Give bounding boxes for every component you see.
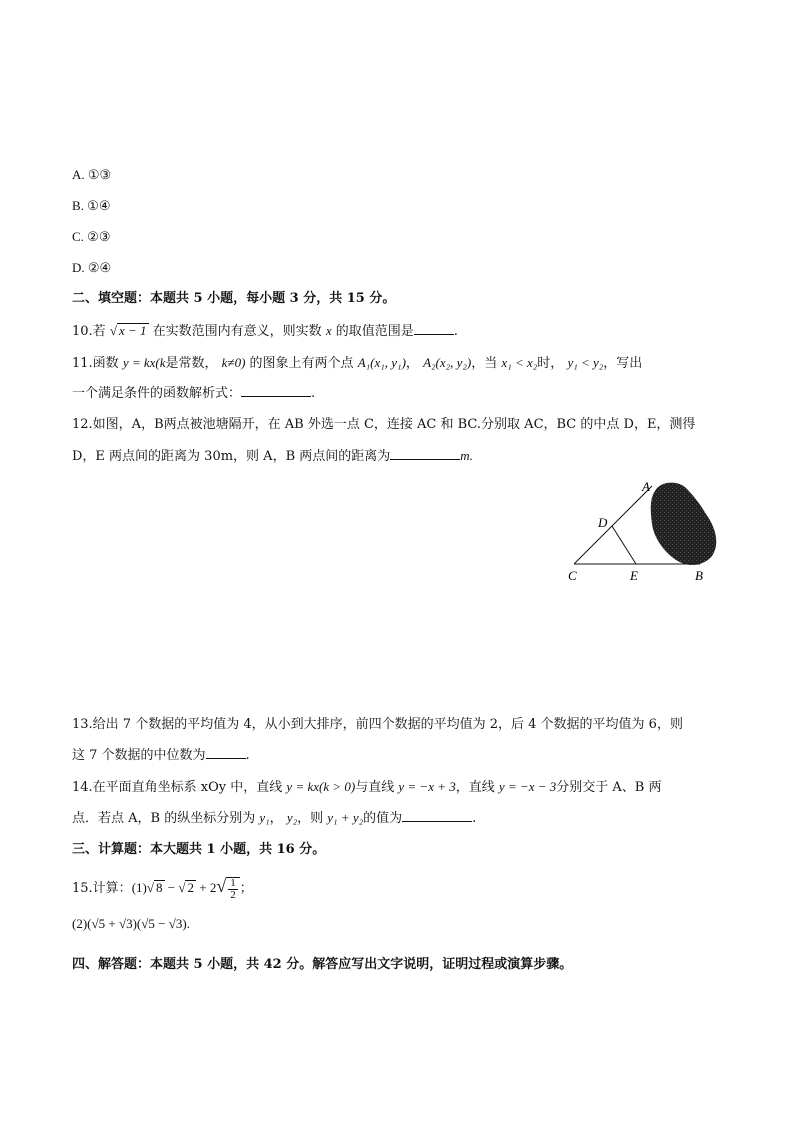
q14-sum: y₁ + y₂ bbox=[327, 810, 364, 825]
q11-point-a1: A₁(x₁, y₁) bbox=[357, 355, 406, 370]
question-12-line-1: 12.如图，A，B两点被池塘隔开，在 AB 外选一点 C，连接 AC 和 BC.分别取 AC，BC 的中点 D，E，测得 bbox=[72, 417, 696, 432]
question-12-line-2 bbox=[72, 446, 473, 467]
q12-unit: m. bbox=[460, 448, 473, 463]
q15-radicand-8: 8 bbox=[156, 880, 163, 895]
segment-ca bbox=[574, 486, 652, 564]
q15-minus: − bbox=[164, 880, 179, 895]
option-a: A. ①③ bbox=[72, 167, 112, 182]
q11-text-3: ，当 bbox=[471, 356, 498, 371]
q10-prefix: 10.若 bbox=[72, 324, 106, 339]
question-13-line-1: 13.给出 7 个数据的平均值为 4，从小到大排序，前四个数据的平均值为 2，后 4 个数据的平均值为 6，则 bbox=[72, 717, 683, 732]
q14-text-7: 的值为 bbox=[363, 811, 403, 826]
q11-inequality-x: x₁ < x₂ bbox=[501, 355, 538, 370]
q10-text-end: 的取值范围是 bbox=[335, 324, 414, 339]
q15-radicand-2: 2 bbox=[187, 880, 194, 895]
q15-denominator: 2 bbox=[230, 888, 236, 901]
q11-text-2: 的图象上有两个点 bbox=[249, 356, 354, 371]
q15-part-1-label: (1) bbox=[131, 880, 147, 895]
question-10: 10.若 √ x − 1 在实数范围内有意义，则实数 x 的取值范围是 . bbox=[72, 323, 458, 339]
section-heading-fill-in: 二、填空题：本题共 5 小题，每小题 3 分，共 15 分。 bbox=[72, 291, 396, 306]
section-heading-calculation: 三、计算题：本大题共 1 小题，共 16 分。 bbox=[72, 842, 326, 857]
segment-de bbox=[612, 526, 636, 564]
section-heading-solutions: 四、解答题：本题共 5 小题，共 42 分。解答应写出文字说明，证明过程或演算步骤。 bbox=[72, 957, 573, 972]
q14-period: . bbox=[472, 811, 477, 826]
q11-text-1: 是常数， bbox=[165, 356, 218, 371]
q10-variable: x bbox=[325, 323, 332, 338]
q10-answer-blank[interactable] bbox=[414, 322, 454, 335]
q15-plus-two: + 2 bbox=[195, 880, 217, 895]
q14-text-2: 与直线 bbox=[355, 780, 395, 795]
q14-y1: y₁ bbox=[259, 810, 270, 825]
question-11-line-1 bbox=[72, 353, 642, 374]
q14-line-a: y = kx(k > 0) bbox=[286, 779, 356, 794]
question-15-part-1: 15.计算：(1)√ 8 − √ 2 + 2√ $\frac{1}{2}$ ； bbox=[72, 876, 253, 901]
label-e: E bbox=[630, 568, 638, 583]
q14-y2: y₂ bbox=[286, 810, 298, 825]
q15-semicolon: ； bbox=[239, 881, 253, 896]
q14-text-1: 14.在平面直角坐标系 xOy 中，直线 bbox=[72, 780, 283, 795]
q11-answer-blank[interactable] bbox=[241, 384, 311, 397]
q10-text: 在实数范围内有意义，则实数 bbox=[152, 324, 322, 339]
q15-prefix: 15.计算： bbox=[72, 881, 132, 896]
q12-answer-blank[interactable] bbox=[390, 447, 460, 460]
q15-fraction bbox=[228, 878, 238, 901]
option-d: D. ②④ bbox=[72, 260, 112, 275]
q14-text-6: ，则 bbox=[297, 811, 324, 826]
q11-text-5: ，写出 bbox=[603, 356, 643, 371]
question-13-line-2 bbox=[72, 746, 250, 766]
label-a: A bbox=[642, 479, 650, 494]
q14-text-5: 点．若点 A，B 的纵坐标分别为 bbox=[72, 811, 256, 826]
q14-text-3: ，直线 bbox=[455, 780, 495, 795]
q12-text: D，E 两点间的距离为 30m，则 A，B 两点间的距离为 bbox=[72, 449, 391, 464]
q14-text-4: 分别交于 A、B 两 bbox=[556, 780, 662, 795]
q13-period: . bbox=[245, 748, 250, 763]
label-d: D bbox=[598, 515, 608, 530]
q14-sep: ， bbox=[269, 811, 283, 826]
geometry-figure bbox=[560, 476, 730, 586]
q13-text: 这 7 个数据的中位数为 bbox=[72, 748, 206, 763]
question-14-line-1 bbox=[72, 777, 661, 798]
q11-sep: ， bbox=[405, 356, 419, 371]
question-15-part-2: (2)(√5 + √3)(√5 − √3). bbox=[72, 916, 190, 931]
q10-radicand: x − 1 bbox=[118, 323, 147, 338]
q11-point-a2: A₂(x₂, y₂) bbox=[423, 355, 472, 370]
pond-shape bbox=[651, 483, 717, 565]
question-14-line-2 bbox=[72, 808, 476, 829]
q13-answer-blank[interactable] bbox=[206, 746, 246, 759]
q11-function: y = kx(k bbox=[122, 355, 166, 370]
q15-numerator: 1 bbox=[230, 876, 236, 889]
q11-period: . bbox=[311, 386, 316, 401]
q14-answer-blank[interactable] bbox=[402, 809, 472, 822]
q10-period: . bbox=[453, 324, 458, 339]
q11-text-4: 时， bbox=[537, 356, 564, 371]
option-c: C. ②③ bbox=[72, 229, 111, 244]
label-b: B bbox=[695, 568, 703, 583]
q14-line-b: y = −x + 3 bbox=[398, 779, 456, 794]
q14-line-c: y = −x − 3 bbox=[498, 779, 557, 794]
question-11-line-2 bbox=[72, 384, 315, 404]
q11-text-6: 一个满足条件的函数解析式： bbox=[72, 386, 242, 401]
label-c: C bbox=[568, 568, 577, 583]
q11-prefix: 11.函数 bbox=[72, 356, 119, 371]
q11-condition: k≠0) bbox=[221, 355, 246, 370]
option-b: B. ①④ bbox=[72, 198, 111, 213]
q11-inequality-y: y₁ < y₂ bbox=[567, 355, 604, 370]
